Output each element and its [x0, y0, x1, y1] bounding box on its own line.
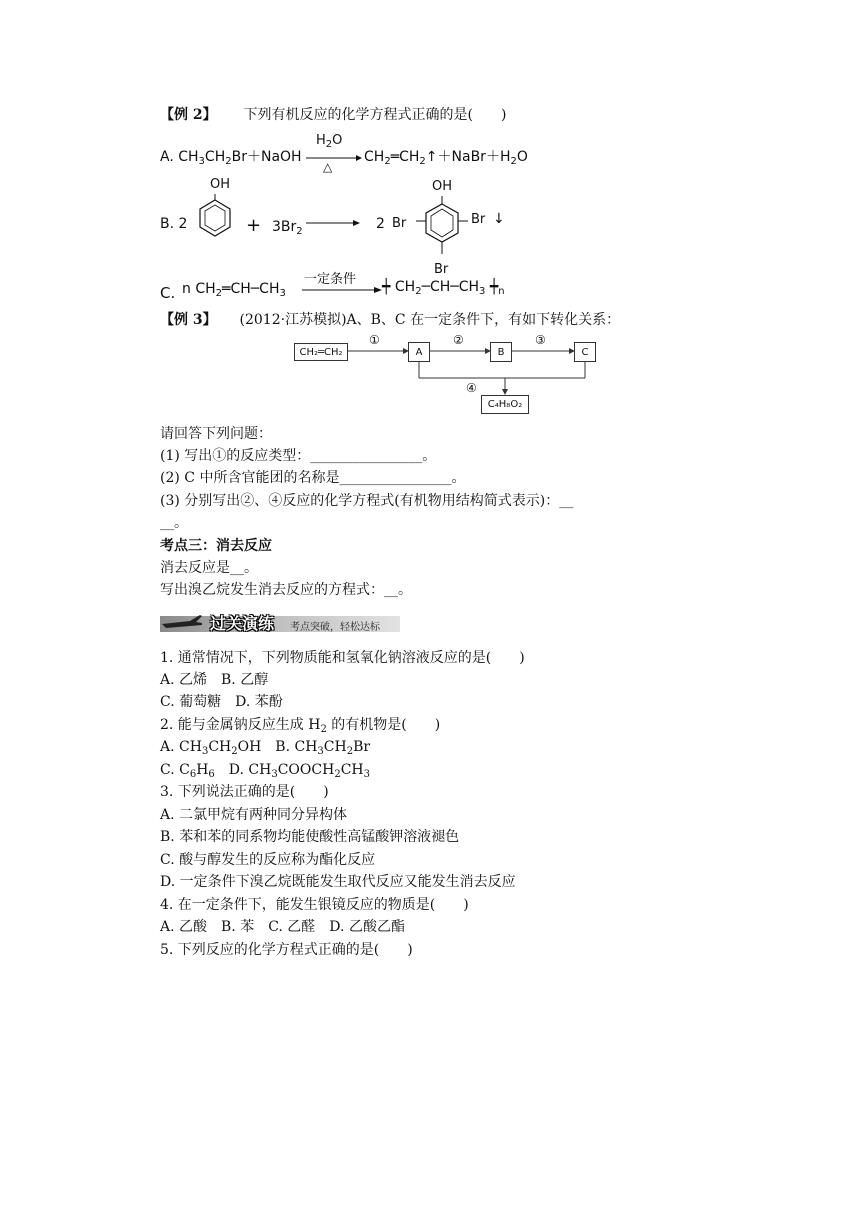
example-3-q1: (1) 写出①的反应类型：________________。: [160, 448, 437, 464]
step-4-label: ④: [466, 381, 477, 395]
example-3-q2: (2) C 中所含官能团的名称是________________。: [160, 470, 466, 486]
practice-q3-option-b: B. 苯和苯的同系物均能使酸性高锰酸钾溶液褪色: [160, 829, 460, 845]
practice-q4-options: A. 乙酸 B. 苯 C. 乙醛 D. 乙酸乙酯: [160, 919, 405, 935]
practice-q2: 2. 能与金属钠反应生成 $H_2$ 的有机物是( ): [160, 717, 441, 735]
flow-box-c: C: [574, 342, 596, 362]
example-3-tag: 【例 3】: [160, 312, 217, 328]
practice-q1: 1. 通常情况下，下列物质能和氢氧化钠溶液反应的是( ): [160, 650, 525, 666]
example-2-question: 下列有机反应的化学方程式正确的是( ): [243, 107, 507, 123]
step-2-label: ②: [453, 333, 464, 347]
option-a-condition-bottom: △: [323, 160, 333, 174]
step-1-label: ①: [369, 333, 380, 347]
practice-q2-options-ab: A. $CH_3CH_2OH$ B. $CH_3CH_2Br$: [160, 739, 371, 757]
option-a-condition-top: $H_2O$: [316, 133, 343, 150]
option-a-products: $CH_2═CH_2↑+NaBr+H_2O$: [364, 149, 528, 167]
practice-q1-options-ab: A. 乙烯 B. 乙醇: [160, 672, 269, 688]
point-3-question: 写出溴乙烷发生消去反应的方程式：__。: [160, 582, 412, 598]
flow-box-product: C₄H₈O₂: [481, 395, 529, 414]
practice-q3: 3. 下列说法正确的是( ): [160, 784, 329, 800]
point-3-title: 考点三：消去反应: [160, 538, 272, 554]
plus-sign: +: [246, 215, 262, 236]
option-c-label: C.: [160, 284, 176, 302]
practice-q3-option-a: A. 二氯甲烷有两种同分异构体: [160, 807, 348, 823]
tribromophenol-oh: OH: [432, 179, 453, 194]
precipitate-arrow: ↓: [493, 211, 505, 227]
br-left: Br: [392, 216, 407, 231]
banner-subtitle: 考点突破，轻松达标: [290, 622, 380, 633]
option-c-polymer: ┿ $CH_2─CH─CH_3$ $┿_n$: [382, 279, 505, 297]
example-3-q3: (3) 分别写出②、④反应的化学方程式(有机物用结构简式表示)：__: [160, 493, 574, 509]
flow-box-ethylene: CH₂═CH₂: [294, 343, 348, 361]
practice-q4: 4. 在一定条件下，能发生银镜反应的物质是( ): [160, 897, 469, 913]
airplane-icon: [160, 611, 204, 633]
option-c-condition: 一定条件: [304, 272, 357, 287]
step-3-label: ③: [535, 333, 546, 347]
flow-arrows: [0, 0, 860, 420]
br-bottom: Br: [434, 262, 449, 277]
option-b-label: B. 2: [160, 216, 188, 232]
practice-q1-options-cd: C. 葡萄糖 D. 苯酚: [160, 694, 283, 710]
example-3-question: (2012·江苏模拟)A、B、C 在一定条件下，有如下转化关系：: [239, 312, 621, 328]
phenol-oh-label: OH: [210, 177, 231, 192]
option-c-reactant: n $CH_2═CH─CH_3$: [182, 281, 286, 299]
practice-q5: 5. 下列反应的化学方程式正确的是( ): [160, 942, 413, 958]
example-2-tag: 【例 2】: [160, 107, 217, 123]
bromine-reagent: $3Br_2$: [272, 219, 303, 237]
option-a-equation: A. $CH_3CH_2Br+NaOH$: [160, 149, 302, 167]
practice-q2-options-cd: C. $C_6H_6$ D. $CH_3COOCH_2CH_3$: [160, 762, 370, 780]
example-3-prompt: 请回答下列问题：: [160, 426, 272, 442]
practice-banner: [160, 611, 400, 633]
br-right: Br: [471, 212, 486, 227]
practice-q3-option-d: D. 一定条件下溴乙烷既能发生取代反应又能发生消去反应: [160, 874, 516, 890]
example-3-q3-continuation: __。: [160, 515, 188, 531]
point-3-definition: 消去反应是__。: [160, 560, 258, 576]
practice-q3-option-c: C. 酸与醇发生的反应称为酯化反应: [160, 852, 376, 868]
product-coefficient: 2: [376, 216, 385, 232]
flow-box-a: A: [408, 342, 430, 362]
banner-title: 过关演练: [210, 614, 275, 633]
flow-box-b: B: [490, 342, 512, 362]
